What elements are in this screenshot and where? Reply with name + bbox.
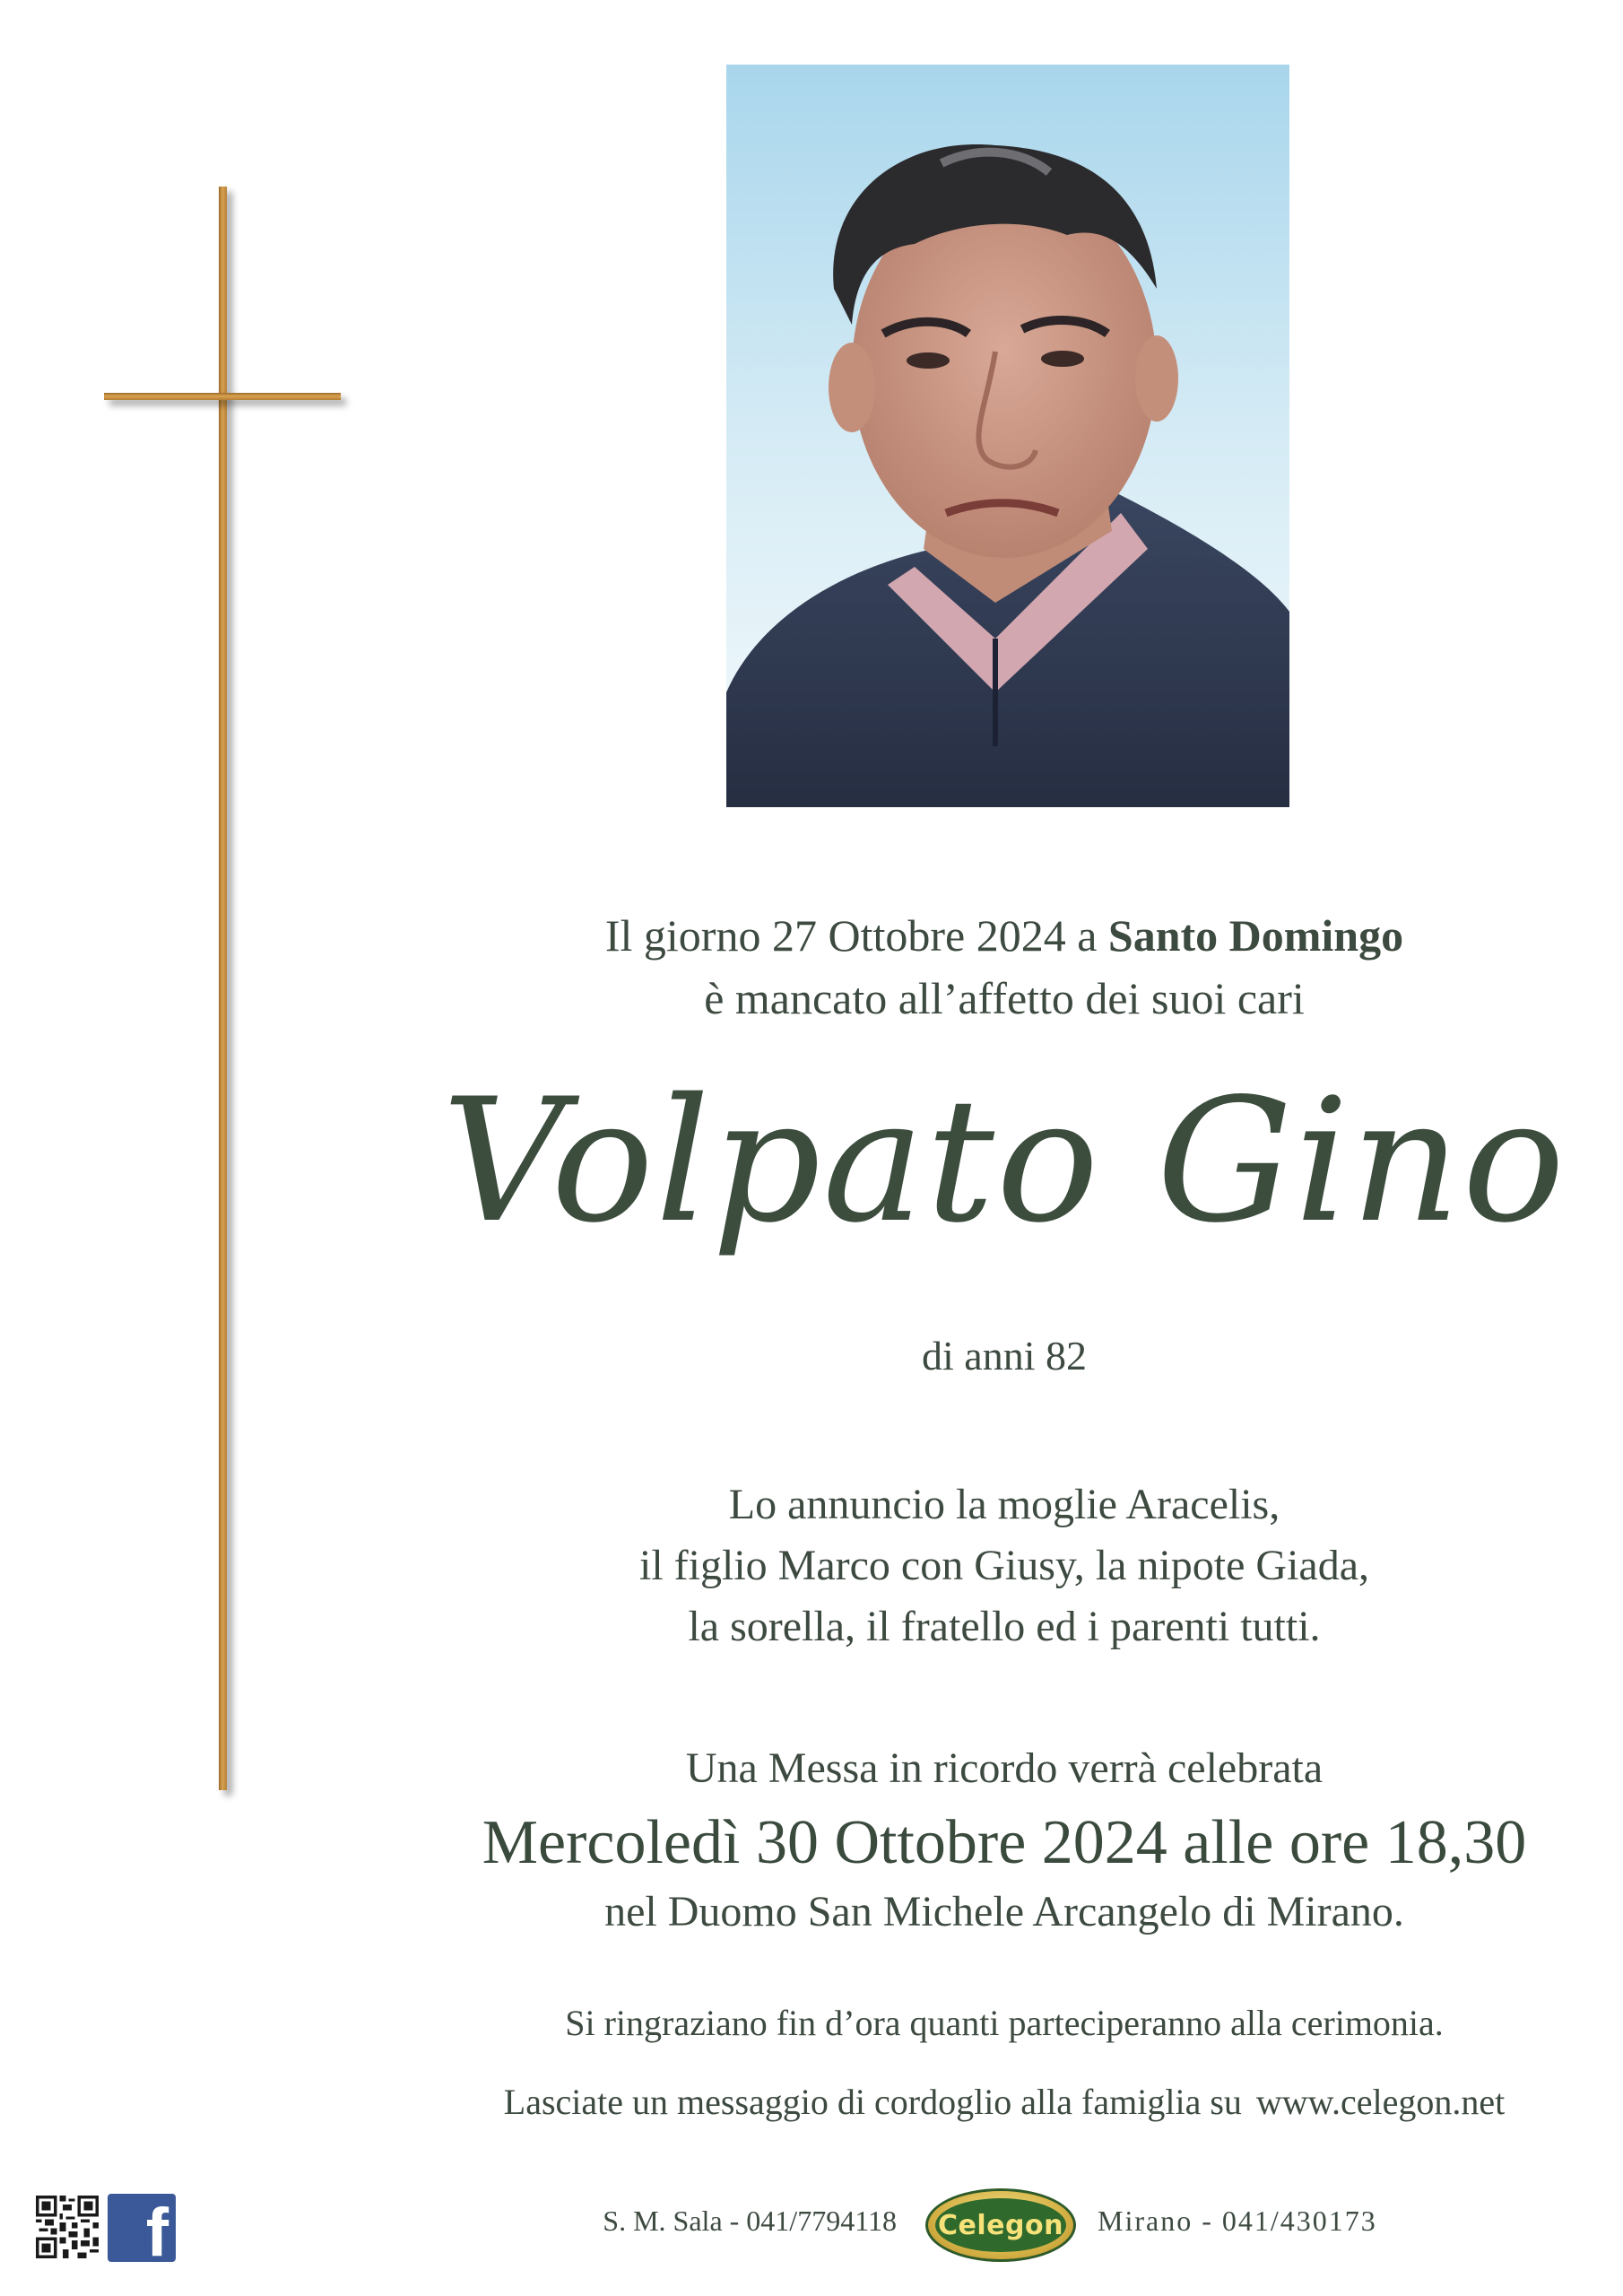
family-line: la sorella, il fratello ed i parenti tutti. <box>688 1603 1321 1650</box>
facebook-letter: f <box>145 2195 169 2262</box>
family-announcement <box>404 1474 1605 1657</box>
facebook-icon[interactable] <box>108 2194 176 2262</box>
mass-date: Mercoledì 30 Ottobre 2024 alle ore 18,30 <box>482 1808 1527 1877</box>
deceased-age: di anni 82 <box>922 1333 1087 1378</box>
celegon-logo-inner <box>935 2198 1066 2252</box>
condolence-message-line <box>404 2077 1605 2127</box>
footer-contact-mirano: Mirano - 041/430173 <box>1098 2205 1377 2237</box>
intro-place: Santo Domingo <box>1107 910 1404 961</box>
intro-line-1 <box>404 904 1605 967</box>
mass-place: nel Duomo San Michele Arcangelo di Mirano. <box>604 1888 1404 1935</box>
death-announcement-intro <box>404 904 1605 1030</box>
mass-intro: Una Messa in ricordo verrà celebrata <box>685 1744 1324 1792</box>
deceased-portrait-photo <box>726 65 1289 807</box>
condolence-website-link[interactable]: www.celegon.net <box>1255 2082 1506 2122</box>
qr-code-icon[interactable] <box>36 2196 99 2258</box>
footer-contact-sala: S. M. Sala - 041/7794118 <box>603 2205 897 2237</box>
footer <box>603 2179 1471 2269</box>
thanks-note: Si ringraziano fin d’ora quanti parteciperanno alla cerimonia. <box>565 2003 1444 2043</box>
celegon-logo <box>925 2188 1076 2262</box>
condolence-message-text: Lasciate un messaggio di cordoglio alla famiglia su <box>503 2082 1242 2122</box>
family-line: Lo annuncio la moglie Aracelis, <box>728 1481 1280 1528</box>
cross-horizontal-beam <box>104 393 341 400</box>
intro-date-text: Il giorno 27 Ottobre 2024 a <box>604 910 1098 961</box>
deceased-name: Volpato Gino <box>441 1062 1567 1260</box>
intro-line-2: è mancato all’affetto dei suoi cari <box>704 973 1305 1023</box>
celegon-logo-text: Celegon <box>938 2209 1063 2241</box>
family-line: il figlio Marco con Giusy, la nipote Giada, <box>638 1542 1370 1589</box>
cross-vertical-beam <box>219 187 227 1790</box>
